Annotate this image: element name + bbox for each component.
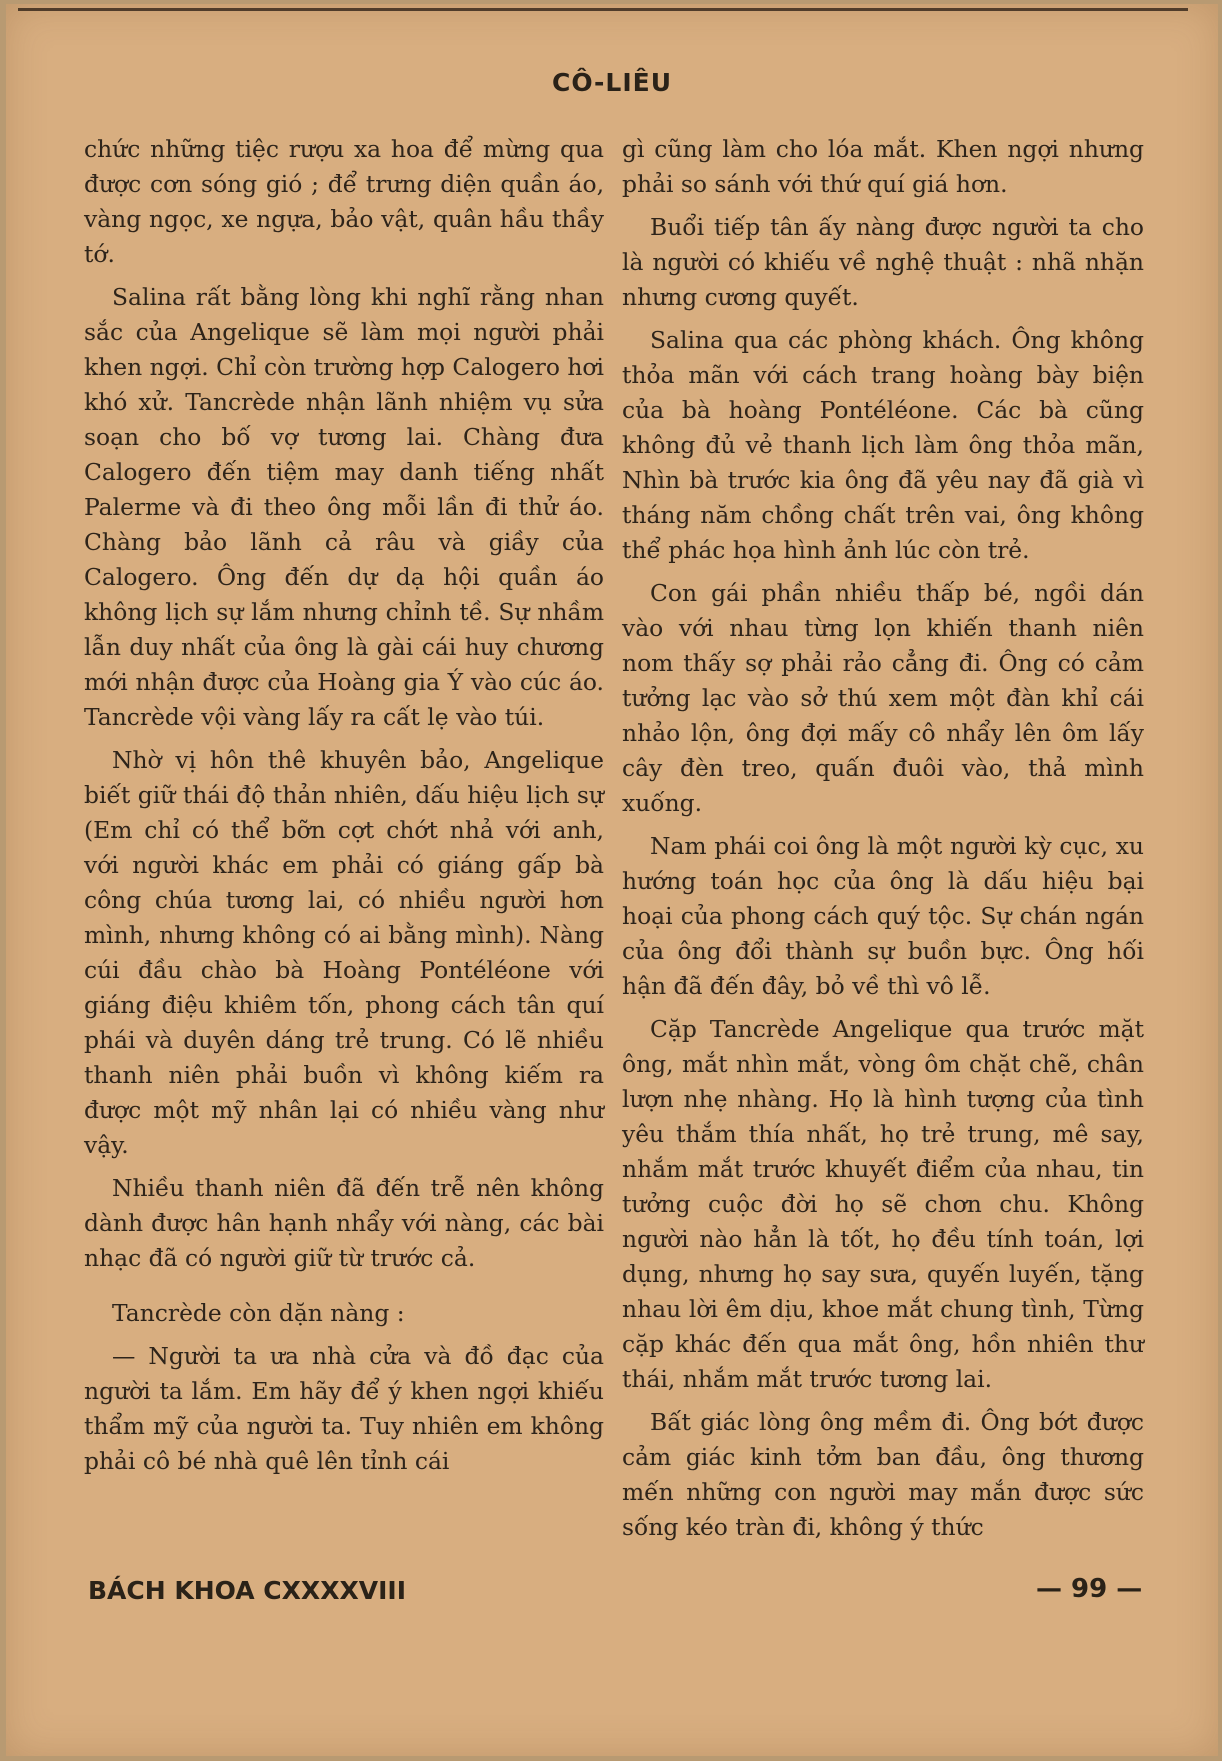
paragraph: — Người ta ưa nhà cửa và đồ đạc của người ta lắm. Em hãy để ý khen ngợi khiếu thẩm mỹ của người ta. Tuy nhiên em không phải cô bé nhà quê lên tỉnh cái [84,1342,604,1475]
paragraph: Salina rất bằng lòng khi nghĩ rằng nhan sắc của Angelique sẽ làm mọi người phải khen ngợi. Chỉ còn trường hợp Calogero hơi khó xử. Tancrède nhận lãnh nhiệm vụ sửa soạn cho bố vợ tương lai. Chàng đưa Calogero đến tiệm may danh tiếng nhất Palerme và đi theo ông mỗi lần đi thử áo. Chàng bảo lãnh cả râu và giầy của Calogero. Ông đến dự dạ hội quần áo không lịch sự lắm nhưng chỉnh tề. Sự nhầm lẫn duy nhất của ông là gài cái huy chương mới nhận được của Hoàng gia Ý vào cúc áo. Tancrède vội vàng lấy ra cất lẹ vào túi. [84,283,604,731]
running-header: CÔ-LIÊU [551,68,673,97]
right-column [622,132,1144,1553]
paragraph: Nhờ vị hôn thê khuyên bảo, Angelique biết giữ thái độ thản nhiên, dấu hiệu lịch sự (Em chỉ có thể bỡn cợt chớt nhả với anh, với người khác em phải có giáng gấp bà công chúa tương lai, có nhiều người hơn mình, nhưng không có ai bằng mình). Nàng cúi đầu chào bà Hoàng Pontéléone với giáng điệu khiêm tốn, phong cách tân quí phái và duyên dáng trẻ trung. Có lẽ nhiều thanh niên phải buồn vì không kiếm ra được một mỹ nhân lại có nhiều vàng như vậy. [84,746,604,1159]
paragraph: Nhiều thanh niên đã đến trễ nên không dành được hân hạnh nhẩy với nàng, các bài nhạc đã có người giữ từ trước cả. [84,1174,604,1272]
paragraph: chức những tiệc rượu xa hoa để mừng qua được cơn sóng gió ; để trưng diện quần áo, vàng ngọc, xe ngựa, bảo vật, quân hầu thầy tớ. [84,135,604,268]
paragraph: Con gái phần nhiều thấp bé, ngồi dán vào với nhau từng lọn khiến thanh niên nom thấy sợ phải rảo cẳng đi. Ông có cảm tưởng lạc vào sở thú xem một đàn khỉ cái nhảo lộn, ông đợi mấy cô nhẩy lên ôm lấy cây đèn treo, quấn đuôi vào, thả mình xuống. [622,579,1144,817]
left-column [84,132,604,1487]
paragraph: Cặp Tancrède Angelique qua trước mặt ông, mắt nhìn mắt, vòng ôm chặt chẽ, chân lượn nhẹ nhàng. Họ là hình tượng của tình yêu thắm thía nhất, họ trẻ trung, mê say, nhắm mắt trước khuyết điểm của nhau, tin tưởng cuộc đời họ sẽ chơn chu. Không người nào hẳn là tốt, họ đều tính toán, lợi dụng, nhưng họ say sưa, quyến luyến, tặng nhau lời êm dịu, khoe mắt chung tình, Từng cặp khác đến qua mắt ông, hồn nhiên thư thái, nhắm mắt trước tương lai. [622,1015,1144,1393]
paragraph: gì cũng làm cho lóa mắt. Khen ngợi nhưng phải so sánh với thứ quí giá hơn. [622,135,1144,198]
page-number: — 99 — [1036,1574,1143,1604]
paragraph: Bất giác lòng ông mềm đi. Ông bớt được cảm giác kinh tởm ban đầu, ông thương mến những con người may mắn được sức sống kéo tràn đi, không ý thức [622,1408,1144,1541]
magazine-page [6,4,1218,1756]
paragraph: Tancrède còn dặn nàng : [112,1299,405,1327]
paragraph: Nam phái coi ông là một người kỳ cục, xu hướng toán học của ông là dấu hiệu bại hoại của phong cách quý tộc. Sự chán ngán của ông đổi thành sự buồn bực. Ông hối hận đã đến đây, bỏ về thì vô lễ. [622,832,1144,1000]
paragraph: Buổi tiếp tân ấy nàng được người ta cho là người có khiếu về nghệ thuật : nhã nhặn nhưng cương quyết. [622,213,1144,311]
top-rule [18,8,1188,11]
magazine-issue: BÁCH KHOA CXXXXVIII [88,1576,407,1605]
paragraph: Salina qua các phòng khách. Ông không thỏa mãn với cách trang hoàng bày biện của bà hoàng Pontéléone. Các bà cũng không đủ vẻ thanh lịch làm ông thỏa mãn, Nhìn bà trước kia ông đã yêu nay đã già vì tháng năm chồng chất trên vai, ông không thể phác họa hình ảnh lúc còn trẻ. [622,326,1144,564]
